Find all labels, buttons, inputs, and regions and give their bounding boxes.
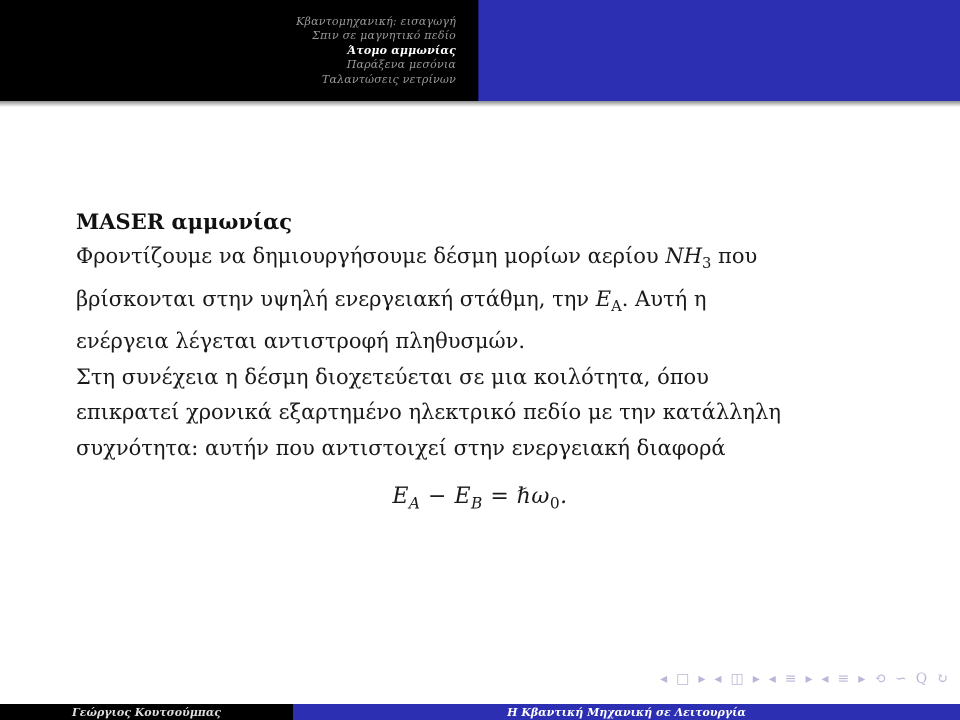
nav-forward-icon[interactable]: ∽ <box>895 671 907 687</box>
eq-e-b: E <box>454 484 472 509</box>
header-blue-bar <box>478 0 960 102</box>
eq-equals: = <box>482 484 517 509</box>
eq-sub-a: A <box>408 494 421 513</box>
nav-subsection-icon[interactable]: ≡ <box>784 671 797 687</box>
ea-symbol: E <box>595 286 612 311</box>
beamer-navigation-bar <box>660 669 948 689</box>
line1-text: Φροντίζουμε να δημιουργήσουμε δέσμη μορίων αερίου <box>76 244 666 268</box>
nav-back-icon[interactable]: ⟲ <box>874 671 887 687</box>
paragraph-line-2 <box>76 282 896 325</box>
eq-period: . <box>560 484 568 509</box>
section-navigation <box>0 0 478 102</box>
energy-equation <box>0 484 960 512</box>
slide-header <box>0 0 960 102</box>
nav-section-icon[interactable]: ≡ <box>837 671 850 687</box>
eq-hbar-omega: ℏω <box>516 484 550 509</box>
nav-next-frame-icon[interactable]: ▸ <box>698 671 706 687</box>
nh-symbol: NH <box>665 244 703 268</box>
nav-next-subsection-icon[interactable]: ▸ <box>805 671 813 687</box>
eq-sub-b: B <box>471 494 483 513</box>
nav-prev-slide-icon[interactable]: ◂ <box>714 671 722 687</box>
nh-subscript: 3 <box>702 255 712 273</box>
paragraph-line-5: επικρατεί χρονικά εξαρτημένο ηλεκτρικό πεδίο με την κατάλληλη <box>76 400 781 425</box>
section-link-spin[interactable]: Σπιν σε μαγνητικό πεδίο <box>312 29 456 43</box>
section-link-ammonia-active[interactable]: Άτομο αμμωνίας <box>347 43 456 57</box>
ea-subscript: A <box>611 297 622 315</box>
footer-author: Γεώργιος Κουτσούμπας <box>0 704 293 720</box>
line2-end: . Αυτή η <box>621 286 707 311</box>
section-link-quantum-intro[interactable]: Κβαντομηχανική: εισαγωγή <box>296 14 456 28</box>
eq-sub-0: 0 <box>549 494 561 513</box>
slide-footer <box>0 704 960 720</box>
nav-next-slide-icon[interactable]: ▸ <box>752 671 760 687</box>
paragraph-line-1 <box>76 239 896 282</box>
nav-prev-section-icon[interactable]: ◂ <box>821 671 829 687</box>
line1-end: που <box>711 244 758 268</box>
nav-prev-frame-icon[interactable]: ◂ <box>660 671 668 687</box>
paragraph-line-4: Στη συνέχεια η δέσμη διοχετεύεται σε μια κοιλότητα, όπου <box>76 364 709 389</box>
nav-refresh-icon[interactable]: ↻ <box>936 671 948 687</box>
paragraph-line-6: συχνότητα: αυτήν που αντιστοιχεί στην ενεργειακή διαφορά <box>76 435 726 460</box>
nav-slide-icon[interactable]: ◫ <box>730 671 744 687</box>
eq-e-a: E <box>392 484 409 509</box>
footer-title: Η Κβαντική Μηχανική σε Λειτουργία <box>293 704 960 720</box>
paragraph-line-3: ενέργεια λέγεται αντιστροφή πληθυσμών. <box>76 329 526 354</box>
nav-prev-subsection-icon[interactable]: ◂ <box>768 671 776 687</box>
nav-next-section-icon[interactable]: ▸ <box>858 671 866 687</box>
nav-search-icon[interactable]: Q <box>915 671 928 687</box>
section-link-neutrino-oscillations[interactable]: Ταλαντώσεις νετρίνων <box>321 72 456 86</box>
eq-minus: − <box>420 484 455 509</box>
header-shadow <box>0 101 960 107</box>
line2-text: βρίσκονται στην υψηλή ενεργειακή στάθμη, την <box>76 286 596 311</box>
slide-content <box>76 205 896 466</box>
nav-frame-icon[interactable]: □ <box>676 671 690 687</box>
block-title: MASER αμμωνίας <box>76 209 293 234</box>
section-link-strange-mesons[interactable]: Παράξενα μεσόνια <box>346 58 456 72</box>
